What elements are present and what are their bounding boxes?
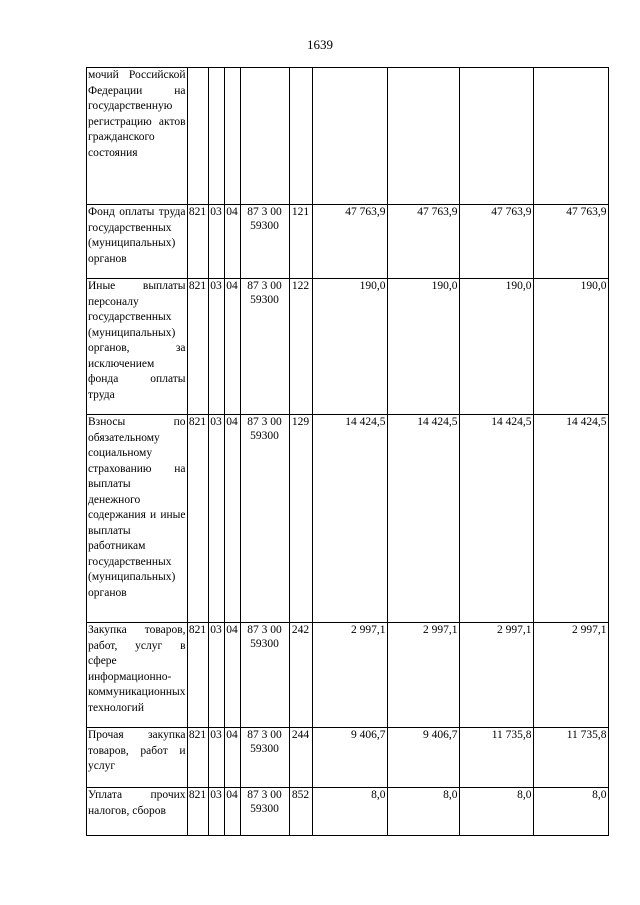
- subsection-code: 04: [224, 279, 240, 415]
- row-name: Уплата прочих налогов, сборов: [87, 788, 188, 836]
- target-article-code: 87 3 00 59300: [240, 623, 289, 728]
- budget-table: [86, 67, 609, 836]
- section-code: 03: [208, 788, 224, 836]
- row-name: Прочая закупка товаров, работ и услуг: [87, 728, 188, 788]
- expense-type-code: 244: [289, 728, 312, 788]
- amount-cell: [387, 68, 459, 205]
- amount-cell: 190,0: [312, 279, 387, 415]
- table-row: [87, 205, 609, 279]
- ministry-code: 821: [187, 728, 208, 788]
- target-article-code: 87 3 00 59300: [240, 788, 289, 836]
- subsection-code: 04: [224, 205, 240, 279]
- target-article-code: 87 3 00 59300: [240, 728, 289, 788]
- subsection-code: 04: [224, 415, 240, 623]
- target-article-code: 87 3 00 59300: [240, 279, 289, 415]
- amount-cell: 8,0: [387, 788, 459, 836]
- ministry-code: 821: [187, 415, 208, 623]
- amount-cell: 8,0: [459, 788, 533, 836]
- section-code: 03: [208, 205, 224, 279]
- amount-cell: [459, 68, 533, 205]
- ministry-code: 821: [187, 205, 208, 279]
- amount-cell: 190,0: [533, 279, 608, 415]
- amount-cell: 11 735,8: [533, 728, 608, 788]
- ministry-code: 821: [187, 279, 208, 415]
- page-number: 1639: [307, 37, 333, 52]
- amount-cell: 2 997,1: [387, 623, 459, 728]
- table-row: [87, 415, 609, 623]
- amount-cell: [312, 68, 387, 205]
- table-row: [87, 788, 609, 836]
- expense-type-code: 122: [289, 279, 312, 415]
- target-article-code: [240, 68, 289, 205]
- table-row: [87, 728, 609, 788]
- amount-cell: 47 763,9: [312, 205, 387, 279]
- target-article-code: 87 3 00 59300: [240, 205, 289, 279]
- amount-cell: 190,0: [387, 279, 459, 415]
- amount-cell: 14 424,5: [312, 415, 387, 623]
- section-code: 03: [208, 415, 224, 623]
- amount-cell: 14 424,5: [459, 415, 533, 623]
- row-name: мочий Российской Федерации на государственную регистрацию актов гражданского состояния: [87, 68, 188, 205]
- expense-type-code: 121: [289, 205, 312, 279]
- row-name: Закупка товаров, работ, услуг в сфере информационно-коммуникационных технологий: [87, 623, 188, 728]
- subsection-code: 04: [224, 728, 240, 788]
- amount-cell: 8,0: [533, 788, 608, 836]
- expense-type-code: 129: [289, 415, 312, 623]
- amount-cell: 11 735,8: [459, 728, 533, 788]
- amount-cell: 47 763,9: [459, 205, 533, 279]
- amount-cell: 8,0: [312, 788, 387, 836]
- ministry-code: 821: [187, 623, 208, 728]
- section-code: [208, 68, 224, 205]
- table-row: [87, 279, 609, 415]
- section-code: 03: [208, 623, 224, 728]
- amount-cell: 2 997,1: [459, 623, 533, 728]
- table-row: [87, 623, 609, 728]
- subsection-code: [224, 68, 240, 205]
- amount-cell: 2 997,1: [533, 623, 608, 728]
- expense-type-code: 242: [289, 623, 312, 728]
- row-name: Иные выплаты персоналу государственных (муниципальных) органов, за исключением фонда оплаты труда: [87, 279, 188, 415]
- row-name: Фонд оплаты труда государственных (муниципальных) органов: [87, 205, 188, 279]
- subsection-code: 04: [224, 623, 240, 728]
- subsection-code: 04: [224, 788, 240, 836]
- ministry-code: [187, 68, 208, 205]
- row-name: Взносы по обязательному социальному страхованию на выплаты денежного содержания и иные выплаты работникам государственных (муниципальных) органов: [87, 415, 188, 623]
- amount-cell: [533, 68, 608, 205]
- table-row: [87, 68, 609, 205]
- section-code: 03: [208, 728, 224, 788]
- expense-type-code: [289, 68, 312, 205]
- expense-type-code: 852: [289, 788, 312, 836]
- amount-cell: 190,0: [459, 279, 533, 415]
- amount-cell: 9 406,7: [312, 728, 387, 788]
- section-code: 03: [208, 279, 224, 415]
- amount-cell: 47 763,9: [387, 205, 459, 279]
- amount-cell: 9 406,7: [387, 728, 459, 788]
- amount-cell: 47 763,9: [533, 205, 608, 279]
- amount-cell: 2 997,1: [312, 623, 387, 728]
- amount-cell: 14 424,5: [387, 415, 459, 623]
- ministry-code: 821: [187, 788, 208, 836]
- amount-cell: 14 424,5: [533, 415, 608, 623]
- target-article-code: 87 3 00 59300: [240, 415, 289, 623]
